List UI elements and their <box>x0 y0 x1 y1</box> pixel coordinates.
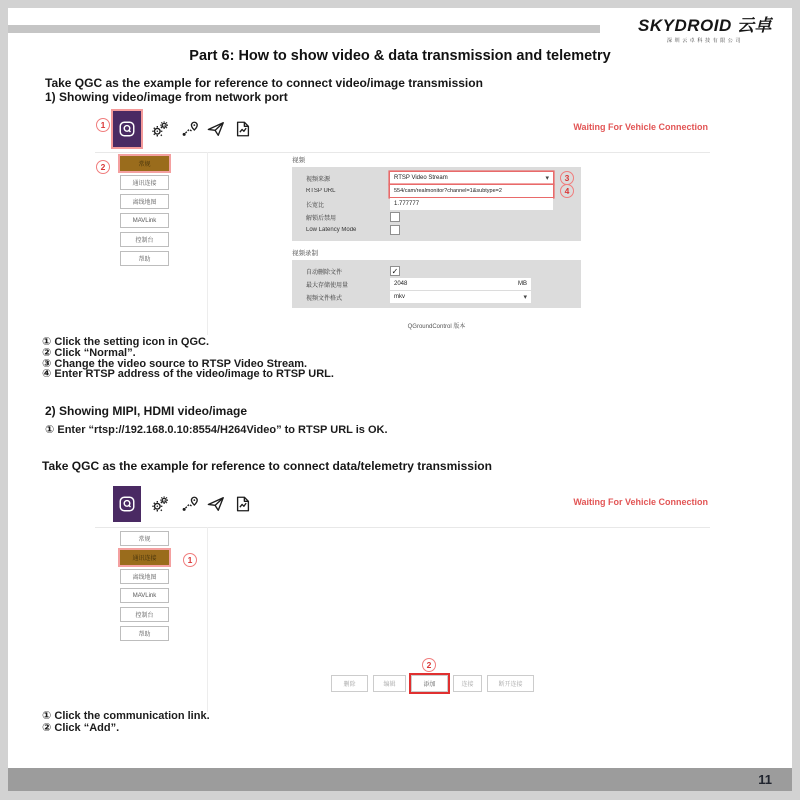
steps-list-2 <box>42 711 210 734</box>
edit-button[interactable]: 编辑 <box>373 675 406 692</box>
qgc-logo-icon <box>118 120 136 138</box>
qgc-screenshot-comm-links <box>95 483 710 715</box>
aspect-ratio-input[interactable] <box>390 198 553 210</box>
vehicle-connection-status: Waiting For Vehicle Connection <box>573 122 708 132</box>
intro-block <box>45 76 483 104</box>
step-3: ③ Change the video source to RTSP Video Stream. <box>42 357 308 370</box>
qgc-logo-icon <box>118 495 136 513</box>
comm-link-actions <box>331 675 534 692</box>
annotation-marker-1: 1 <box>96 118 110 132</box>
fly-paper-plane-icon[interactable] <box>207 495 225 513</box>
video-source-label: 视频来源 <box>306 176 331 183</box>
autodelete-checkbox[interactable] <box>390 266 400 276</box>
plan-waypoints-icon[interactable] <box>181 495 199 513</box>
add-button[interactable]: 添加 <box>411 675 448 692</box>
sidebar-item-help[interactable]: 帮助 <box>120 626 169 641</box>
disable-when-armed-label: 解锁后禁用 <box>306 215 337 222</box>
video-settings-panel <box>292 155 581 330</box>
vehicle-setup-gears-icon[interactable] <box>151 495 169 513</box>
fly-paper-plane-icon[interactable] <box>207 120 225 138</box>
rtsp-url-input[interactable] <box>390 185 553 197</box>
annotation-marker-2: 2 <box>422 658 436 672</box>
video-source-value: RTSP Video Stream <box>394 175 448 181</box>
dropdown-caret-icon: ▾ <box>523 294 527 301</box>
rtsp-url-value: 554/cam/realmonitor?channel=1&subtype=2 <box>394 188 502 194</box>
intro-line-2: 1) Showing video/image from network port <box>45 90 288 104</box>
sidebar-item-general[interactable]: 常规 <box>120 156 169 171</box>
step-2: ② Click “Normal”. <box>42 346 136 359</box>
settings-sidebar <box>120 531 169 645</box>
video-settings-box <box>292 167 581 241</box>
connect-button[interactable]: 连接 <box>453 675 482 692</box>
qgc-version-caption: QGroundControl 版本 <box>407 324 466 330</box>
sidebar-item-mavlink[interactable]: MAVLink <box>120 213 169 228</box>
toolbar-separator <box>95 152 710 153</box>
vehicle-setup-gears-icon[interactable] <box>151 120 169 138</box>
aspect-ratio-label: 长宽比 <box>306 202 325 209</box>
sidebar-item-console[interactable]: 控制台 <box>120 232 169 247</box>
rtsp-url-label: RTSP URL <box>306 188 336 194</box>
video-recording-box <box>292 260 581 308</box>
section3-heading: Take QGC as the example for reference to connect data/telemetry transmission <box>42 459 492 473</box>
file-format-value: mkv <box>394 294 405 300</box>
low-latency-checkbox[interactable] <box>390 225 400 235</box>
disconnect-button[interactable]: 断开连接 <box>487 675 534 692</box>
sidebar-item-general[interactable]: 常规 <box>120 531 169 546</box>
annotation-marker-4: 4 <box>560 184 574 198</box>
disable-when-armed-checkbox[interactable] <box>390 212 400 222</box>
sidebar-item-console[interactable]: 控制台 <box>120 607 169 622</box>
file-format-label: 视频文件格式 <box>306 295 343 302</box>
dropdown-caret-icon: ▾ <box>545 175 549 182</box>
brand-subtitle: 深圳云卓科技有限公司 <box>667 38 744 44</box>
intro-line-1: Take QGC as the example for reference to connect video/image transmission <box>45 76 483 90</box>
step-2: ② Click “Add”. <box>42 721 120 734</box>
annotation-marker-3: 3 <box>560 171 574 185</box>
vehicle-connection-status: Waiting For Vehicle Connection <box>573 497 708 507</box>
autodelete-label: 自动删除文件 <box>306 269 343 276</box>
header-rule <box>8 25 600 33</box>
sidebar-item-comm-links[interactable]: 通讯连接 <box>120 550 169 565</box>
analyze-document-icon[interactable] <box>234 120 252 138</box>
brand-logo <box>638 11 772 44</box>
low-latency-label: Low Latency Mode <box>306 227 357 233</box>
page-number: 11 <box>758 772 772 787</box>
analyze-document-icon[interactable] <box>234 495 252 513</box>
footer-bar <box>8 768 792 791</box>
step-1: ① Click the communication link. <box>42 710 210 722</box>
sidebar-divider <box>207 527 208 712</box>
qgc-logo-button[interactable] <box>113 111 141 147</box>
settings-sidebar <box>120 156 169 270</box>
sidebar-item-offline-maps[interactable]: 离线地图 <box>120 569 169 584</box>
steps-list-1 <box>42 337 334 380</box>
sidebar-item-comm-links[interactable]: 通讯连接 <box>120 175 169 190</box>
max-storage-label: 最大存储使用量 <box>306 282 349 289</box>
delete-button[interactable]: 删除 <box>331 675 368 692</box>
qgc-logo-button[interactable] <box>113 486 141 522</box>
sidebar-item-offline-maps[interactable]: 离线地图 <box>120 194 169 209</box>
page-title: Part 6: How to show video & data transmission and telemetry <box>189 48 611 64</box>
qgc-screenshot-video-settings <box>95 108 710 338</box>
annotation-marker-2: 2 <box>96 160 110 174</box>
document-page <box>8 8 792 768</box>
plan-waypoints-icon[interactable] <box>181 120 199 138</box>
checkmark-icon: ✓ <box>391 266 399 276</box>
brand-name: SKYDROID 云卓 <box>638 16 772 35</box>
section2-heading: 2) Showing MIPI, HDMI video/image <box>45 404 248 418</box>
recording-section-title: 视频录制 <box>292 250 318 257</box>
step-4: ④ Enter RTSP address of the video/image to RTSP URL. <box>42 368 334 381</box>
toolbar-separator <box>95 527 710 528</box>
step-1: ① Click the setting icon in QGC. <box>42 336 209 348</box>
annotation-marker-1: 1 <box>183 553 197 567</box>
sidebar-item-help[interactable]: 帮助 <box>120 251 169 266</box>
video-source-dropdown[interactable] <box>390 172 553 184</box>
video-section-title: 视频 <box>292 157 305 164</box>
step-1: ① Enter “rtsp://192.168.0.10:8554/H264Video” to RTSP URL is OK. <box>45 424 388 436</box>
aspect-ratio-value: 1.777777 <box>394 201 420 207</box>
sidebar-item-mavlink[interactable]: MAVLink <box>120 588 169 603</box>
sidebar-divider <box>207 152 208 335</box>
file-format-dropdown[interactable] <box>390 291 531 303</box>
max-storage-unit: MB <box>518 281 527 287</box>
section2-step <box>45 425 388 436</box>
max-storage-value: 2048 <box>394 281 408 287</box>
max-storage-input[interactable] <box>390 278 531 290</box>
